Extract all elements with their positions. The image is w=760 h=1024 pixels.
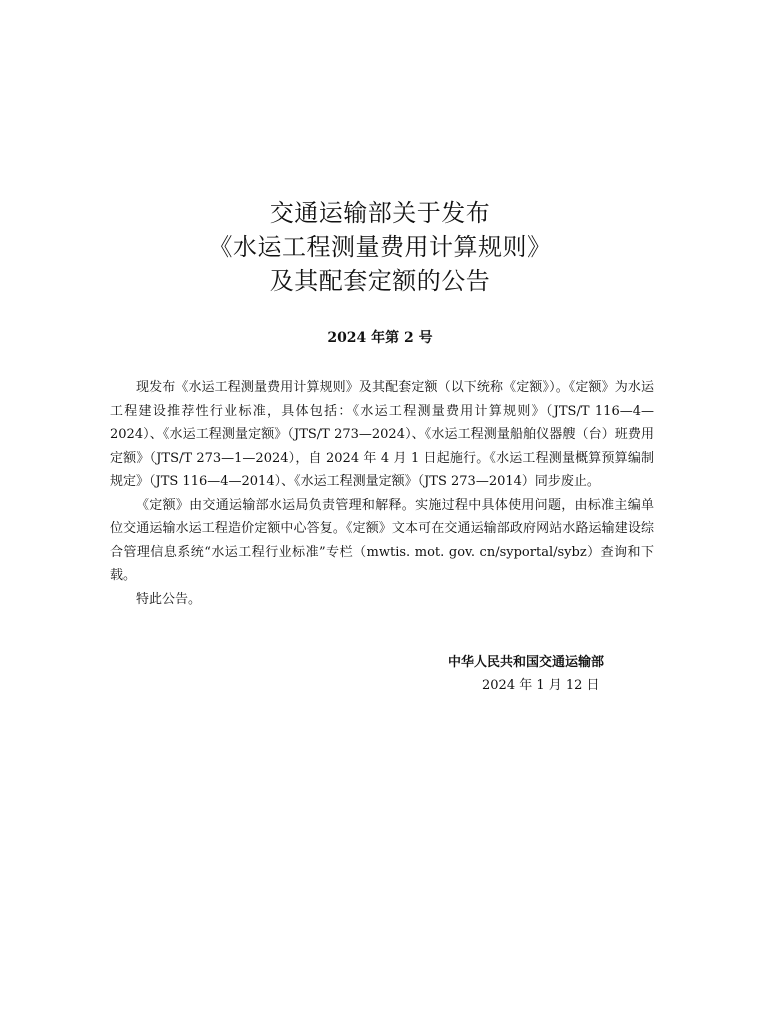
notice-title bbox=[0, 196, 760, 298]
issue-number: 2024 年第 2 号 bbox=[327, 330, 433, 346]
issuing-organization: 中华人民共和国交通运输部 bbox=[448, 655, 605, 670]
closing-paragraph: 特此公告。 bbox=[136, 591, 202, 607]
notice-body bbox=[110, 376, 654, 611]
body-paragraph: 《定额》由交通运输部水运局负责管理和解释。实施过程中具体使用问题，由标准主编单位交通运输水运工程造价定额中心答复。《定额》文本可在交通运输部政府网站水路运输建设综合管理信息系统“水运工程行业标准”专栏（mwtis. mot. gov. cn/syportal/sybz）查询和下载。 bbox=[110, 497, 654, 583]
title-line: 交通运输部关于发布 bbox=[269, 199, 491, 227]
signature-block bbox=[448, 651, 648, 697]
issue-date: 2024 年 1 月 12 日 bbox=[482, 678, 600, 693]
title-line: 《水运工程测量费用计算规则》 bbox=[208, 233, 552, 261]
title-line: 及其配套定额的公告 bbox=[269, 267, 491, 295]
body-paragraph: 现发布《水运工程测量费用计算规则》及其配套定额（以下统称《定额》）。《定额》为水运工程建设推荐性行业标准，具体包括：《水运工程测量费用计算规则》（JTS/T 116—4—2024）、《水运工程测量定额》（JTS/T 273—2024）、《水运工程测量船舶仪器艘（台）班费用定额》（JTS/T 273—1—2024），自 2024 年 4 月 1 日起施行。《水运工程测量概算预算编制规定》（JTS 116—4—2014）、《水运工程测量定额》（JTS 273—2014）同步废止。 bbox=[110, 380, 654, 489]
